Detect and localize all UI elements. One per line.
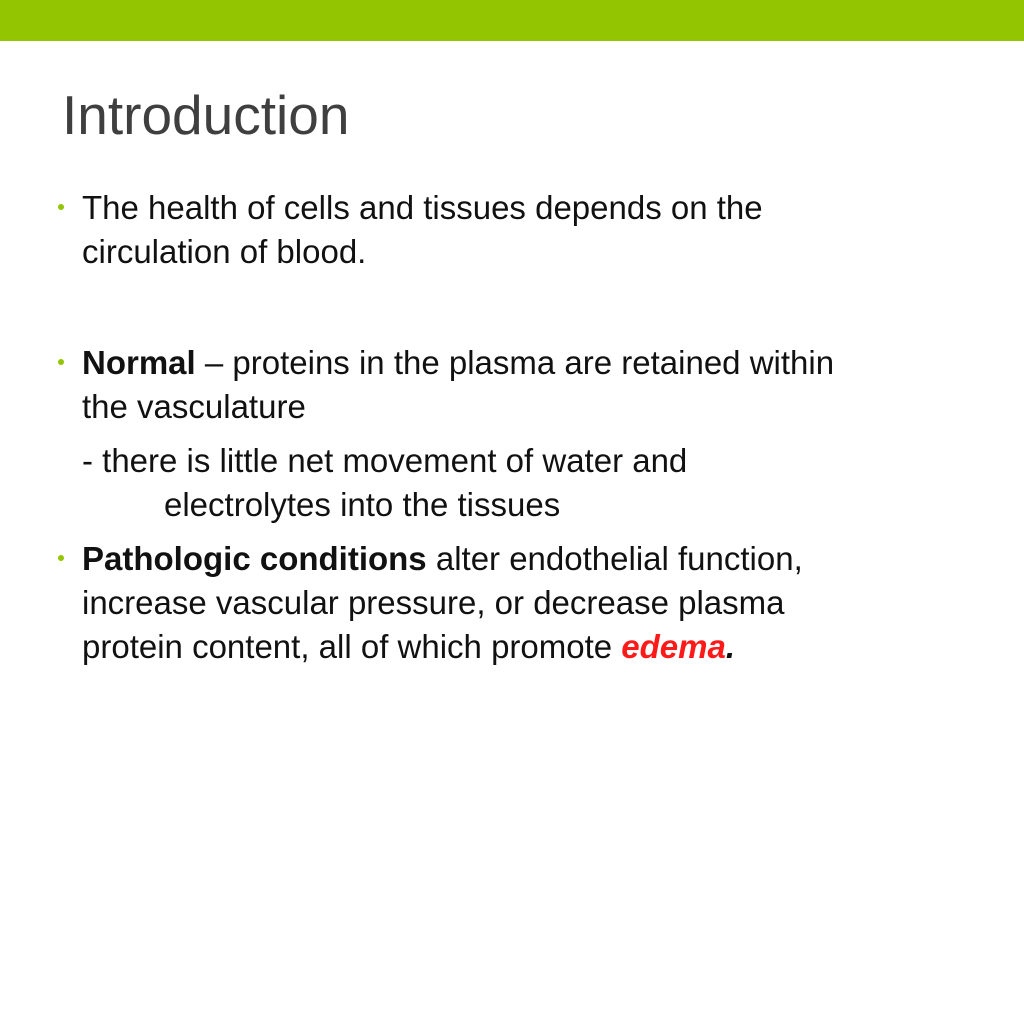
- bullet-2-sub-line-2: electrolytes into the tissues: [164, 486, 561, 523]
- bullet-1-line-1: The health of cells and tissues depends on the: [82, 189, 763, 226]
- bullet-dot-icon: [58, 204, 64, 210]
- bullet-3-line-2: increase vascular pressure, or decrease plasma: [82, 584, 785, 621]
- bullet-2-sub-line-1: - there is little net movement of water and: [82, 442, 688, 479]
- bullet-3-line-1-rest: alter endothelial function,: [426, 540, 803, 577]
- bullet-2-line-1-rest: – proteins in the plasma are retained within: [195, 344, 835, 381]
- bullet-2-line-2: the vasculature: [82, 388, 306, 425]
- bullet-dot-icon: [58, 359, 64, 365]
- slide-title: Introduction: [62, 84, 350, 146]
- bullet-3-line-3-start: protein content, all of which promote: [82, 628, 622, 665]
- bullet-3-line-3: [82, 625, 735, 669]
- bullet-3-lead: Pathologic conditions: [82, 540, 427, 577]
- bullet-1-line-2: circulation of blood.: [82, 233, 367, 270]
- bullet-2-line-1: [82, 341, 834, 385]
- edema-emphasis: edema: [621, 628, 726, 665]
- bullet-dot-icon: [58, 555, 64, 561]
- bullet-3-line-1: [82, 537, 803, 581]
- bullet-2-lead: Normal: [82, 344, 196, 381]
- top-accent-bar: [0, 0, 1024, 41]
- end-period: .: [725, 628, 736, 665]
